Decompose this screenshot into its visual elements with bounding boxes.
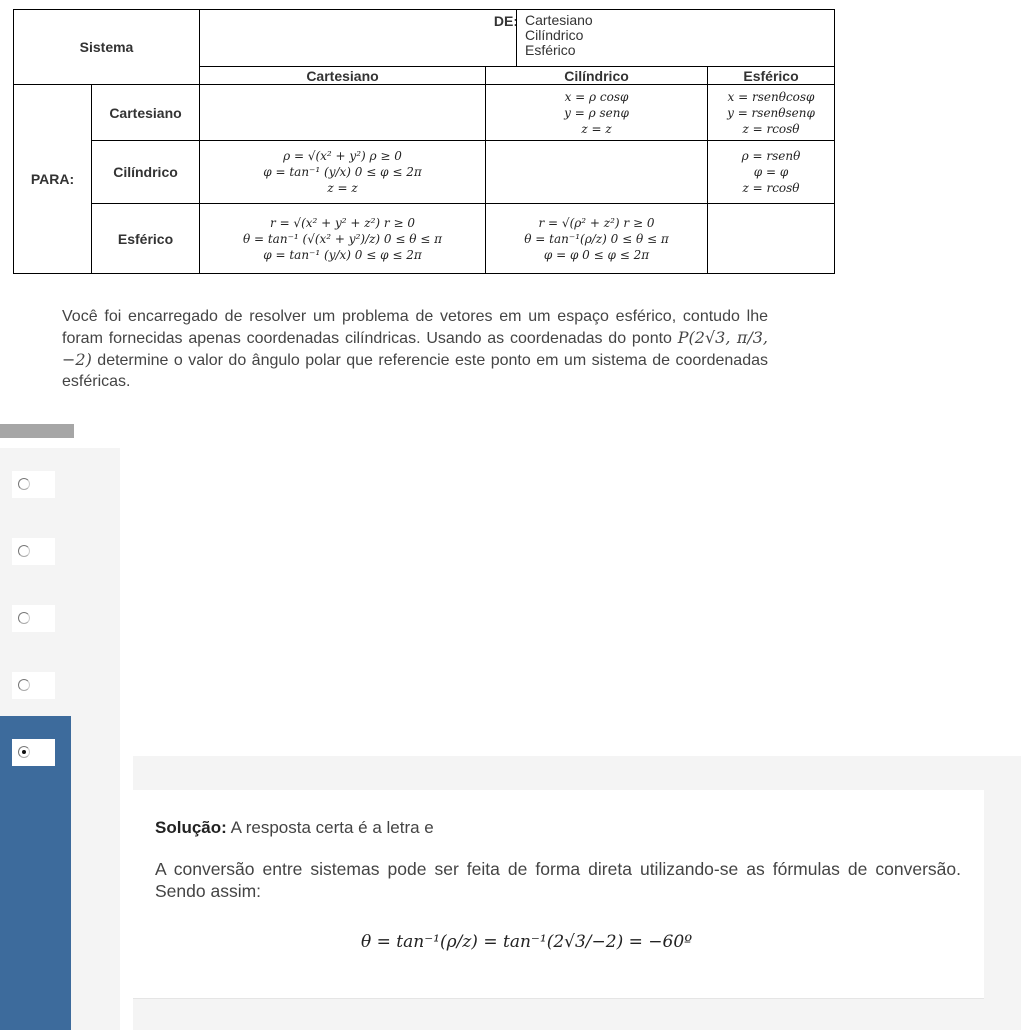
option-e[interactable] [12,739,55,766]
conversion-table [13,9,835,274]
radio-button[interactable] [18,612,30,624]
row-label: Esférico [92,204,200,274]
formula-cell [200,85,486,141]
radio-button[interactable] [18,478,30,490]
sistema-header: Sistema [14,10,200,85]
row-label: Cartesiano [92,85,200,141]
de-list: Cartesiano Cilíndrico Esférico [516,10,601,66]
para-label: PARA: [14,85,92,274]
solution-box [133,790,984,999]
formula-cell: r = √(ρ² + z²) r ≥ 0 θ = tan⁻¹(ρ/z) 0 ≤ θ ≤ π φ = φ 0 ≤ φ ≤ 2π [486,204,708,274]
formula-cell: r = √(x² + y² + z²) r ≥ 0 θ = tan⁻¹ (√(x² + y²)/z) 0 ≤ θ ≤ π φ = tan⁻¹ (y/x) 0 ≤ φ ≤ 2π [200,204,486,274]
formula-cell [708,204,835,274]
point-coordinates: P(2√3, π/3, −2) [62,328,769,369]
formula-cell: x = ρ cosφ y = ρ senφ z = z [486,85,708,141]
question-text: Você foi encarregado de resolver um problema de vetores em um espaço esférico, contudo lhe foram fornecidas apenas coordenadas cilíndricas. Usando as coordenadas do ponto P(2√3, π/3, −2) determine o valor do ângulo polar que referencie este ponto em um sistema de coordenadas esféricas. [62,308,769,390]
option-c[interactable] [12,605,55,632]
question-divider [0,424,74,438]
col-header: Cartesiano [200,67,486,85]
formula-cell [486,141,708,204]
de-header [200,10,835,67]
formula-cell: ρ = √(x² + y²) ρ ≥ 0 φ = tan⁻¹ (y/x) 0 ≤ φ ≤ 2π z = z [200,141,486,204]
solution-formula: θ = tan⁻¹(ρ/z) = tan⁻¹(2√3/−2) = −60º [361,932,693,952]
option-d[interactable] [12,672,55,699]
radio-button[interactable] [18,679,30,691]
col-header: Cilíndrico [486,67,708,85]
option-a[interactable] [12,471,55,498]
col-header: Esférico [708,67,835,85]
formula-cell: ρ = rsenθ φ = φ z = rcosθ [708,141,835,204]
radio-button-selected[interactable] [18,746,30,758]
solution-text: A conversão entre sistemas pode ser feita de forma direta utilizando-se as fórmulas de conversão. Sendo assim: [155,859,961,901]
radio-button[interactable] [18,545,30,557]
option-b[interactable] [12,538,55,565]
formula-cell: x = rsenθcosφ y = rsenθsenφ z = rcosθ [708,85,835,141]
de-label: DE: [493,13,518,29]
row-label: Cilíndrico [92,141,200,204]
solution-title: Solução: A resposta certa é a letra e [155,818,434,837]
